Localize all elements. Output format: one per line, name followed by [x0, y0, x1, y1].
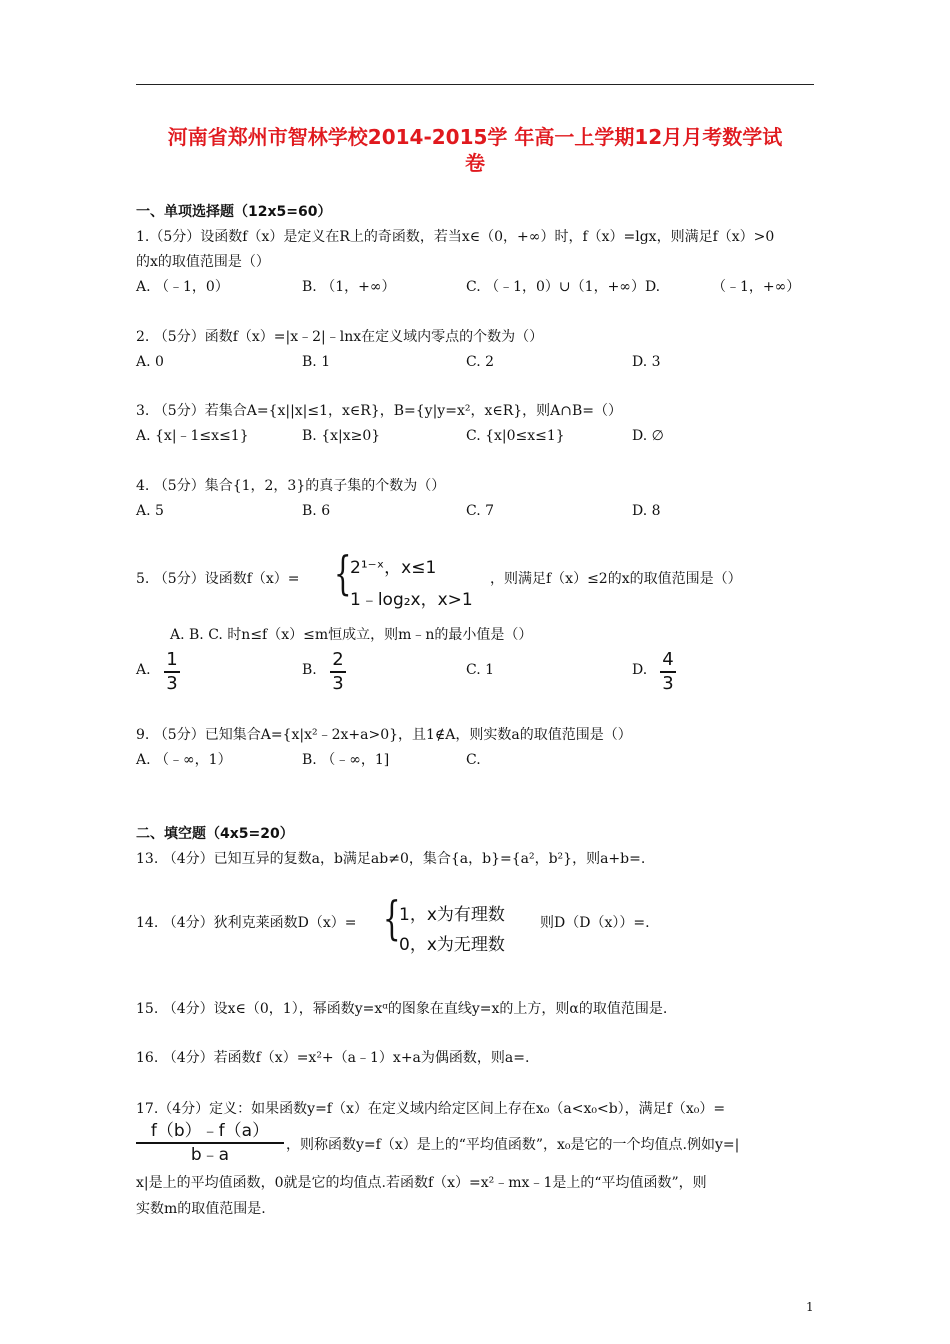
q8-option-d-label: D.: [632, 662, 648, 678]
q8-option-a-label: A.: [136, 662, 151, 678]
page-number: 1: [806, 1300, 814, 1314]
q2-option-d: D. 3: [632, 354, 661, 370]
q5-case-1: 2¹⁻ˣ，x≤1: [350, 558, 437, 578]
q9-stem: 9. （5分）已知集合A={x|x²﹣2x+a>0}，且1∉A，则实数a的取值范围是（）: [136, 727, 632, 743]
q14-stem-prefix: 14. （4分）狄利克莱函数D（x）=: [136, 915, 357, 931]
q15-stem: 15. （4分）设x∈（0，1），幂函数y=xᵅ的图象在直线y=x的上方，则α的取值范围是.: [136, 1001, 668, 1017]
q14-case-2: 0，x为无理数: [399, 935, 505, 955]
q5-stem-suffix: ，则满足f（x）≤2的x的取值范围是（）: [490, 571, 742, 587]
fraction-denominator: 3: [166, 672, 178, 694]
q8-option-c: C. 1: [466, 662, 495, 678]
q17-mean-value-fraction: [136, 1121, 284, 1165]
fraction-denominator: b﹣a: [190, 1144, 230, 1165]
q4-option-c: C. 7: [466, 503, 495, 519]
q3-option-a: A. {x|﹣1≤x≤1}: [136, 428, 249, 444]
q4-option-a: A. 5: [136, 503, 164, 519]
q2-option-b: B. 1: [302, 354, 331, 370]
q4-stem: 4. （5分）集合{1，2，3}的真子集的个数为（）: [136, 478, 446, 494]
q8-option-b-label: B.: [302, 662, 317, 678]
fraction-numerator: 4: [662, 649, 674, 670]
q3-option-c: C. {x|0≤x≤1}: [466, 428, 565, 444]
q5-case-2: 1﹣log₂x，x>1: [350, 590, 473, 610]
fraction-denominator: 3: [662, 672, 674, 694]
q8-option-a-fraction: [164, 650, 180, 694]
fraction-denominator: 3: [332, 672, 344, 694]
header-rule: [136, 84, 814, 85]
q1-stem-line2: 的x的取值范围是（）: [136, 254, 270, 270]
q17-stem-line3: x|是上的平均值函数，0就是它的均值点.若函数f（x）=x²﹣mx﹣1是上的“平均值函数”，则: [136, 1175, 707, 1191]
q16-stem: 16. （4分）若函数f（x）=x²+（a﹣1）x+a为偶函数，则a=.: [136, 1050, 530, 1066]
q1-option-d: （﹣1，+∞）: [712, 279, 801, 295]
q2-option-a: A. 0: [136, 354, 164, 370]
section-heading-fill: 二、填空题（4x5=20）: [136, 826, 294, 842]
q17-stem-line4: 实数m的取值范围是.: [136, 1201, 266, 1217]
q3-option-d: D. ∅: [632, 428, 664, 444]
q9-option-c: C.: [466, 752, 481, 768]
section-heading-choice: 一、单项选择题（12x5=60）: [136, 204, 332, 220]
fraction-numerator: 2: [332, 649, 344, 670]
q4-option-d: D. 8: [632, 503, 661, 519]
q2-stem: 2. （5分）函数f（x）=|x﹣2|﹣lnx在定义域内零点的个数为（）: [136, 329, 544, 345]
q8-option-d-fraction: [660, 650, 676, 694]
q3-stem: 3. （5分）若集合A={x||x|≤1，x∈R}，B={y|y=x²，x∈R}，则A∩B=（）: [136, 403, 623, 419]
q13-stem: 13. （4分）已知互异的复数a，b满足ab≠0，集合{a，b}={a²，b²}，则a+b=.: [136, 851, 646, 867]
q9-option-a: A. （﹣∞，1）: [136, 752, 232, 768]
q9-option-b: B. （﹣∞，1]: [302, 752, 390, 768]
fraction-numerator: 1: [166, 649, 178, 670]
fraction-numerator: f（b）﹣f（a）: [150, 1121, 270, 1141]
q5-options-fragment: A. B. C. 时n≤f（x）≤m恒成立，则m﹣n的最小值是（）: [170, 627, 533, 643]
q1-option-c: C. （﹣1，0）∪（1，+∞）D.: [466, 279, 661, 295]
q17-stem-line1: 17.（4分）定义：如果函数y=f（x）在定义域内给定区间上存在x₀（a<x₀<b），满足f（x₀）=: [136, 1101, 726, 1117]
q3-option-b: B. {x|x≥0}: [302, 428, 381, 444]
doc-title-line2: 卷: [465, 151, 485, 175]
q8-option-b-fraction: [330, 650, 346, 694]
q2-option-c: C. 2: [466, 354, 495, 370]
q1-option-a: A. （﹣1，0）: [136, 279, 229, 295]
q1-option-b: B. （1，+∞）: [302, 279, 396, 295]
q17-stem-line2: ，则称函数y=f（x）是上的“平均值函数”，x₀是它的一个均值点.例如y=|: [286, 1137, 740, 1153]
q5-brace: {: [334, 546, 352, 600]
q1-stem-line1: 1.（5分）设函数f（x）是定义在R上的奇函数，若当x∈（0，+∞）时，f（x）=lgx，则满足f（x）>0: [136, 229, 775, 245]
q4-option-b: B. 6: [302, 503, 331, 519]
fraction-bar: [136, 1142, 284, 1144]
q5-stem-prefix: 5. （5分）设函数f（x）=: [136, 571, 300, 587]
doc-title-line1: 河南省郑州市智林学校2014-2015学 年高一上学期12月月考数学试: [167, 125, 783, 149]
q14-case-1: 1，x为有理数: [399, 905, 505, 925]
q14-brace: {: [383, 891, 401, 945]
q14-stem-suffix: 则D（D（x））=.: [540, 915, 650, 931]
